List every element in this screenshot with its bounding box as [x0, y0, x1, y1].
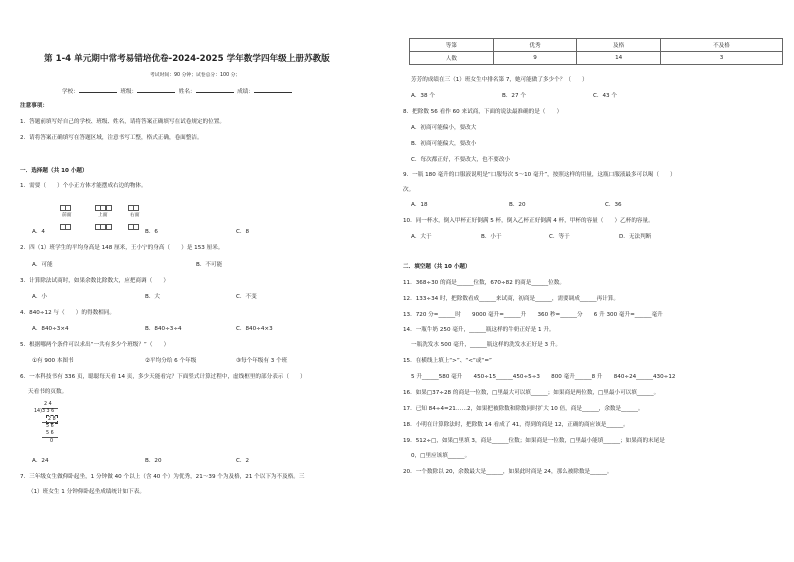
section1-title: 一．选择题（共 10 小题）	[20, 168, 88, 174]
q7-stem: 7．三年级女生做仰卧起坐，1 分钟做 40 个以上（含 40 个）为优秀，21～39 个为及格，21 个以下为不及格。三	[20, 474, 305, 480]
q1-option-c[interactable]: C．8	[236, 229, 250, 235]
q9-stem-cont: 次。	[403, 187, 415, 193]
q4-stem: 4．840÷12 与（ ）的得数相同。	[20, 310, 115, 316]
f18: 18．小明在计算除法时，把除数 14 看成了 41，得到的商是 12，正确的商应该是______。	[403, 422, 629, 428]
q3-stem: 3．计算除法试商时，如果余数比除数大，应把商调（ ）	[20, 278, 169, 284]
name-label: 姓名：	[178, 89, 196, 95]
notes-title: 注意事项：	[20, 103, 48, 109]
q8-option-b[interactable]: B．初商可能偏大，要改小	[411, 141, 477, 147]
f14-cont: 一瓶洗发水 500 毫升，______瓶这样的洗发水正好是 3 升。	[411, 342, 562, 348]
class-input[interactable]	[137, 86, 175, 93]
grade-table	[409, 38, 783, 65]
q2-stem: 2．四（1）班学生的平均身高是 148 厘米，王小宁的身高（ ）是 153 厘米。	[20, 245, 224, 251]
q6-line3: 5 6	[46, 424, 54, 429]
q8-option-a[interactable]: A．初商可能偏小，要改大	[411, 125, 477, 131]
q5-stem: 5．根据哪两个条件可以求出“一共有多少个班级？”（ ）	[20, 342, 170, 348]
q3-option-c[interactable]: C．不变	[236, 294, 257, 300]
q2-option-b[interactable]: B．不可能	[196, 262, 223, 268]
page-title: 第 1-4 单元期中常考易错培优卷-2024-2025 学年数学四年级上册苏教版	[44, 54, 330, 64]
q6-stem: 6．一本科技书有 336 页，聪聪每天看 14 页，多少天能看完？下面竖式计算过程中，虚线框里的部分表示（ ）	[20, 374, 306, 380]
q2-option-a[interactable]: A．可能	[32, 262, 53, 268]
right-page	[397, 0, 794, 562]
q8-option-c[interactable]: C．每次都正好，不要改大，也不要改小	[411, 157, 511, 163]
table-cell: 3	[660, 52, 782, 65]
name-input[interactable]	[196, 86, 234, 93]
note-1: 1．答题前填写好自己的学校、班级、姓名，请将答案正确填写在试卷规定的位置。	[20, 119, 225, 125]
f19-cont: 0，□里应该填______。	[411, 453, 471, 459]
q1-label-top: 上面	[98, 213, 108, 218]
q6-line4: 5 6	[46, 431, 54, 436]
table-header-row	[410, 39, 783, 52]
q4-option-c[interactable]: C．840÷4×3	[236, 326, 273, 332]
score-label: 成绩：	[237, 89, 254, 95]
class-label: 班级：	[120, 89, 138, 95]
exam-info: 考试时间：90 分钟；试卷总分：100 分；	[150, 73, 241, 78]
q9-option-c[interactable]: C．36	[605, 202, 622, 208]
q4-option-b[interactable]: B．840÷3÷4	[145, 326, 182, 332]
q1-option-b[interactable]: B．6	[145, 229, 158, 235]
table-row	[410, 52, 783, 65]
f19: 19．512÷□，如果□里填 3，商是______位数；如果商是一位数，□里最小能填______；如果商的末尾是	[403, 438, 665, 444]
school-label: 学校：	[62, 89, 79, 95]
q3-option-a[interactable]: A．小	[32, 294, 48, 300]
q7-option-c[interactable]: C．43 个	[593, 93, 617, 99]
note-2: 2．请将答案正确填写在答题区域，注意书写工整，格式正确，卷面整洁。	[20, 135, 203, 141]
q9-stem: 9．一瓶 180 毫升的口服液说明是“口服每次 5～10 毫升”，按照这样的用量，这瓶口服液最多可以喝（ ）	[403, 172, 676, 178]
table-cell: 9	[493, 52, 577, 65]
q6-option-b[interactable]: B．20	[145, 458, 162, 464]
q6-quotient: 2 4	[44, 402, 52, 407]
q9-option-a[interactable]: A．18	[411, 202, 428, 208]
q10-option-b[interactable]: B．小于	[481, 234, 502, 240]
q7-cont-stem: 芳芳的成绩在三（1）班女生中排名第 7，她可能做了多少个？（ ）	[411, 77, 588, 83]
f17: 17．已知 84÷4=21……2，如果把被除数和除数同时扩大 10 倍，商是______，余数是______。	[403, 406, 644, 412]
q5-option-1[interactable]: ①有 900 本图书	[32, 358, 74, 364]
q10-option-c[interactable]: C．等于	[549, 234, 570, 240]
q6-option-c[interactable]: C．2	[236, 458, 250, 464]
q5-option-2[interactable]: ②平均分给 6 个年级	[145, 358, 197, 364]
f20: 20．一个数除以 20，余数最大是______，如果此时商是 24，那么被除数是______。	[403, 469, 613, 475]
q8-stem: 8．把除数 56 看作 60 来试商，下面的说法最准确的是（ ）	[403, 109, 563, 115]
q6-long-division	[34, 401, 60, 449]
q3-option-b[interactable]: B．大	[145, 294, 161, 300]
q6-dividend: 14)3 3 6	[34, 409, 55, 414]
f16: 16．如果□37÷28 的商是一位数，□里最大可以填______；如果商是两位数，□里最小可以填______。	[403, 390, 660, 396]
table-cell: 人数	[410, 52, 494, 65]
table-header-cell: 等第	[410, 39, 494, 52]
q1-label-front: 前面	[62, 213, 72, 218]
section2-title: 二．填空题（共 10 小题）	[403, 264, 471, 270]
school-input[interactable]	[79, 86, 117, 93]
table-header-cell: 及格	[577, 39, 661, 52]
f14: 14．一瓶牛奶 250 毫升，______瓶这样的牛奶正好是 1 升。	[403, 327, 555, 333]
q10-option-a[interactable]: A．大于	[411, 234, 432, 240]
q6-option-a[interactable]: A．24	[32, 458, 49, 464]
q10-option-d[interactable]: D．无法判断	[619, 234, 652, 240]
score-input[interactable]	[254, 86, 292, 93]
q4-option-a[interactable]: A．840÷3×4	[32, 326, 69, 332]
f11: 11．368÷30 的商是______位数，670÷82 的商是______位数。	[403, 280, 565, 286]
q1-stem: 1．需要（ ）个小正方体才能摆成右边的物体。	[20, 183, 147, 189]
f15: 15．在横线上填上“>”、“<”或“=”	[403, 358, 492, 364]
table-header-cell: 不及格	[660, 39, 782, 52]
q6-stem-cont: 天看书的页数。	[28, 389, 68, 395]
q9-option-b[interactable]: B．20	[509, 202, 526, 208]
f13: 13．720 分=______时 9000 毫升=______升 360 秒=______分 6 升 300 毫升=______毫升	[403, 312, 663, 318]
info-fields	[62, 86, 292, 96]
q7-stem-cont: （1）班女生 1 分钟仰卧起坐成绩统计如下表。	[28, 489, 145, 495]
f12: 12．133÷34 时，把除数看成______来试商，初商是______，需要调成______再计算。	[403, 296, 619, 302]
table-cell: 14	[577, 52, 661, 65]
f15-items: 5 升______580 毫升 450÷15______450÷5÷3 800 毫升______8 升 840÷24______430÷12	[411, 374, 676, 380]
q7-option-b[interactable]: B．27 个	[502, 93, 526, 99]
q5-option-3[interactable]: ③每个年级有 3 个班	[236, 358, 288, 364]
q1-label-right: 右面	[130, 213, 140, 218]
q7-option-a[interactable]: A．38 个	[411, 93, 435, 99]
table-header-cell: 优秀	[493, 39, 577, 52]
q6-dashed-box: 2 8	[48, 417, 56, 422]
q10-stem: 10．同一杯水，倒入甲杯正好倒满 5 杯，倒入乙杯正好倒满 4 杯，甲杯的容量（ ）乙杯的容量。	[403, 218, 654, 224]
q6-remainder: 0	[50, 439, 54, 444]
q1-option-a[interactable]: A．4	[32, 229, 45, 235]
